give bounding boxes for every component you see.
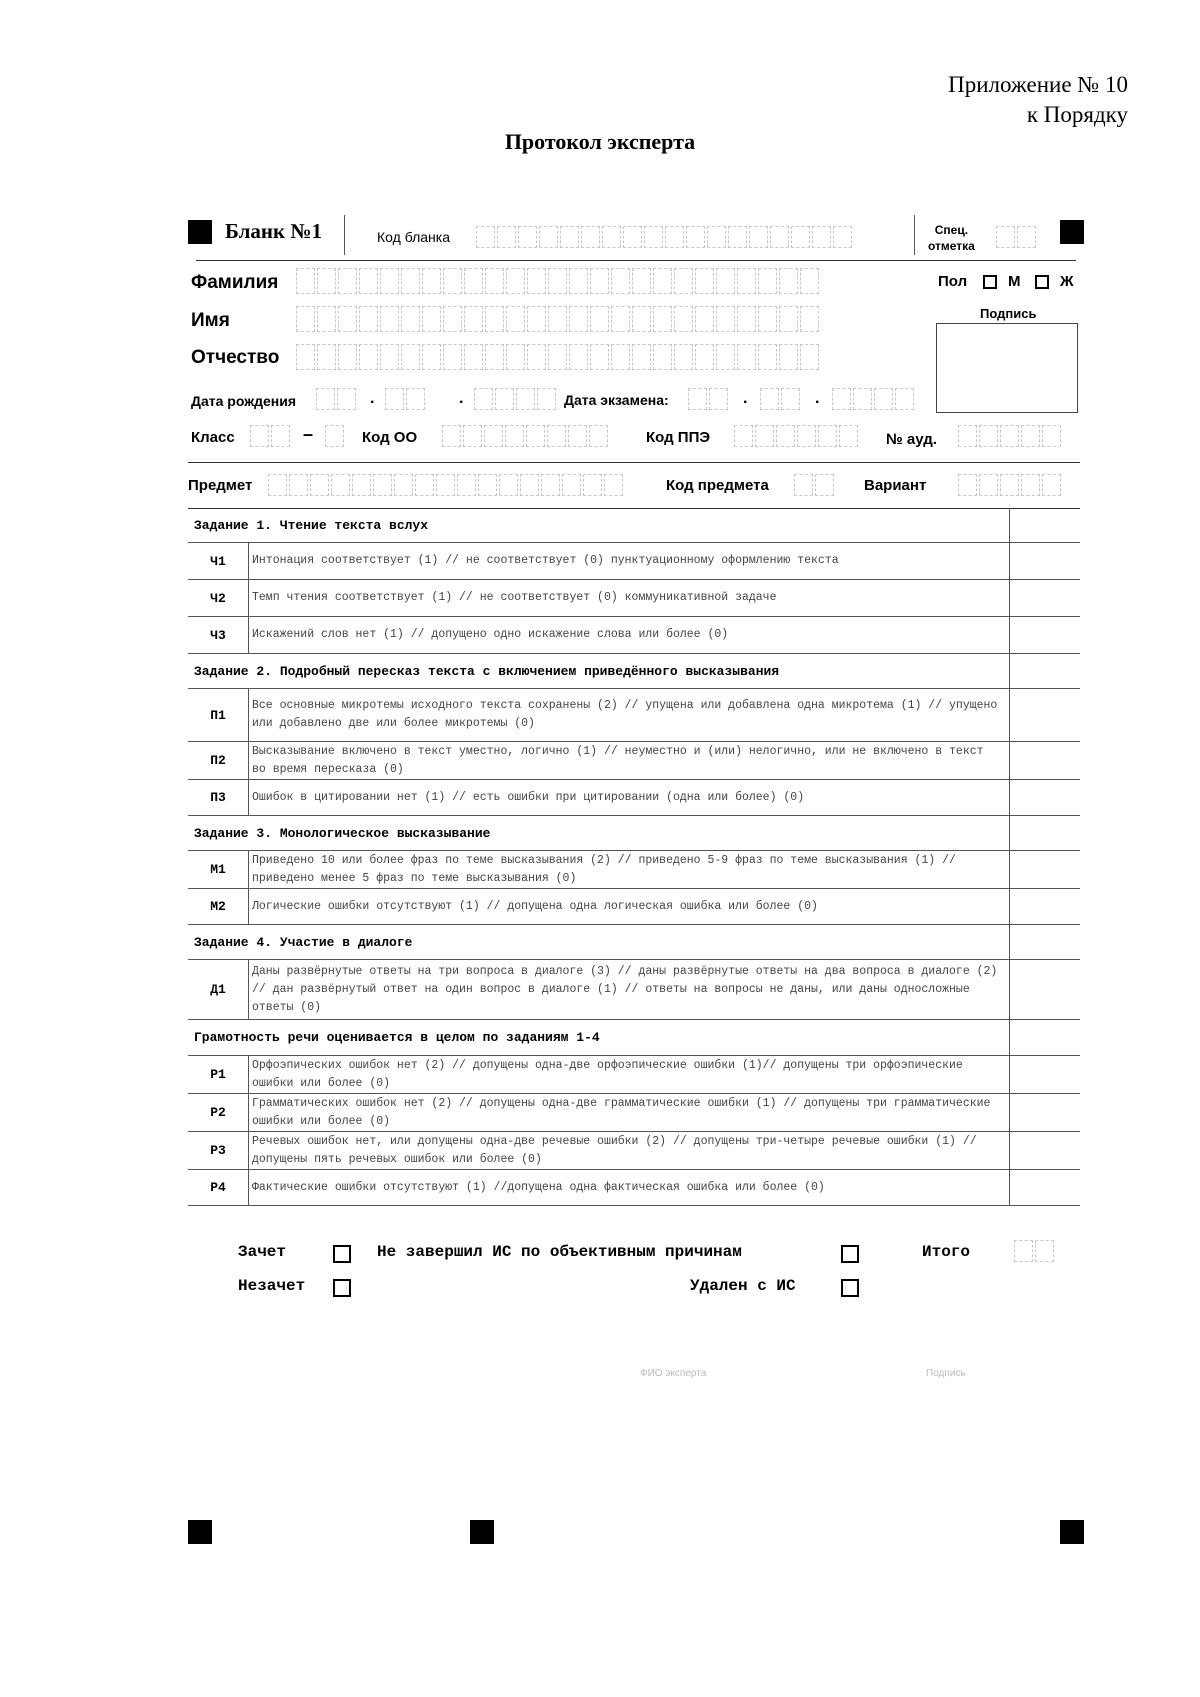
gender-m-label: М — [1008, 273, 1021, 290]
class-separator: – — [303, 424, 314, 444]
task-header — [188, 925, 1080, 960]
criterion-code: П3 — [188, 780, 249, 815]
score-input-cell[interactable] — [1009, 960, 1080, 1019]
birth-year-cells[interactable] — [474, 388, 556, 410]
criterion-row — [188, 1170, 1080, 1206]
score-input-cell[interactable] — [1009, 580, 1080, 616]
pass-checkbox[interactable] — [333, 1245, 351, 1263]
surname-field[interactable] — [296, 268, 819, 294]
school-code-cells[interactable] — [442, 425, 608, 447]
variant-cells[interactable] — [958, 474, 1061, 496]
criterion-code: П1 — [188, 689, 249, 741]
exam-month-cells[interactable] — [760, 388, 800, 410]
criterion-description: Ошибок в цитировании нет (1) // есть ошибки при цитировании (одна или более) (0) — [252, 790, 805, 804]
signature-label: Подпись — [980, 306, 1037, 321]
criterion-description: Темп чтения соответствует (1) // не соответствует (0) коммуникативной задаче — [252, 591, 777, 604]
room-cells[interactable] — [958, 425, 1061, 447]
criterion-description: Логические ошибки отсутствуют (1) // допущена одна логическая ошибка или более (0) — [252, 899, 818, 913]
subject-label: Предмет — [188, 477, 253, 494]
task-title: Задание 1. Чтение текста вслух — [194, 517, 429, 533]
criterion-code: Ч1 — [188, 543, 249, 579]
appendix-reference — [948, 70, 1128, 130]
criterion-code: Д1 — [188, 960, 249, 1019]
criterion-code: Р2 — [188, 1094, 249, 1131]
criteria-table — [188, 508, 1080, 1206]
blank-code-label: Код бланка — [377, 229, 450, 245]
exam-date-label: Дата экзамена: — [564, 392, 669, 408]
blank-name: Бланк №1 — [225, 219, 322, 243]
special-mark-label — [928, 222, 975, 254]
task-header — [188, 816, 1080, 851]
criterion-code: Ч3 — [188, 617, 249, 653]
date-separator: . — [743, 390, 748, 407]
surname-label: Фамилия — [191, 272, 279, 293]
criterion-code: Р1 — [188, 1056, 249, 1093]
removed-checkbox[interactable] — [841, 1279, 859, 1297]
expert-name-caption: ФИО эксперта — [640, 1368, 707, 1379]
divider — [914, 215, 915, 255]
criterion-description: Грамматических ошибок нет (2) // допущены одна-две грамматические ошибки (1) // допущены три грамматические ошибки или более (0) — [252, 1096, 991, 1128]
score-input-cell[interactable] — [1009, 780, 1080, 815]
appendix-order: к Порядку — [1026, 102, 1128, 127]
criterion-code: Р3 — [188, 1132, 249, 1169]
subject-code-label: Код предмета — [666, 477, 769, 494]
registration-marker — [470, 1520, 494, 1544]
score-input-cell[interactable] — [1009, 617, 1080, 653]
pass-label: Зачет — [238, 1243, 287, 1261]
special-mark-line: отметка — [928, 239, 975, 253]
removed-label: Удален с ИС — [690, 1277, 796, 1295]
total-cells[interactable] — [1014, 1240, 1054, 1262]
registration-marker — [188, 1520, 212, 1544]
page-title: Протокол эксперта — [504, 129, 696, 154]
criterion-description: Фактические ошибки отсутствуют (1) //допущена одна фактическая ошибка или более (0) — [252, 1180, 825, 1194]
blank-code-cells[interactable] — [476, 226, 852, 248]
gender-f-label: Ж — [1060, 273, 1074, 290]
criterion-row — [188, 689, 1080, 742]
ppe-code-cells[interactable] — [734, 425, 858, 447]
criterion-description: Орфоэпических ошибок нет (2) // допущены одна-две орфоэпические ошибки (1)// допущены три орфоэпические ошибки или более (0) — [252, 1058, 963, 1090]
variant-label: Вариант — [864, 477, 927, 494]
criterion-description: Все основные микротемы исходного текста сохранены (2) // упущена или добавлена одна микротема (1) // упущено или добавлено две или более микротемы (0) — [252, 699, 998, 730]
date-separator: . — [815, 390, 820, 407]
score-input-cell[interactable] — [1009, 1056, 1080, 1093]
not-finished-label: Не завершил ИС по объективным причинам — [377, 1243, 742, 1261]
criterion-description: Искажений слов нет (1) // допущено одно искажение слова или более (0) — [252, 628, 729, 641]
criterion-row — [188, 1132, 1080, 1170]
score-input-cell[interactable] — [1009, 851, 1080, 888]
criterion-description: Даны развёрнутые ответы на три вопроса в диалоге (3) // даны развёрнутые ответы на два вопроса в диалоге (2) // дан развёрнутый ответ на один вопрос в диалоге (1) // ответы на вопросы не даны, или даны односложные ответы (0) — [252, 964, 998, 1014]
task-header — [188, 654, 1080, 689]
date-separator: . — [370, 390, 375, 407]
criterion-code: Р4 — [188, 1170, 249, 1205]
exam-day-cells[interactable] — [688, 388, 728, 410]
patronymic-label: Отчество — [191, 347, 280, 368]
score-input-cell[interactable] — [1009, 742, 1080, 779]
criterion-description: Речевых ошибок нет, или допущены одна-две речевые ошибки (2) // допущены три-четыре речевые ошибки (1) // допущены пять речевых ошибок или более (0) — [252, 1134, 977, 1166]
task-title: Грамотность речи оценивается в целом по заданиям 1-4 — [194, 1030, 600, 1045]
criterion-row — [188, 617, 1080, 654]
score-cell — [1009, 925, 1080, 959]
subject-cells[interactable] — [268, 474, 623, 496]
gender-f-checkbox[interactable] — [1035, 275, 1049, 289]
score-input-cell[interactable] — [1009, 543, 1080, 579]
criterion-row — [188, 1094, 1080, 1132]
name-label: Имя — [191, 310, 230, 331]
class-letter-cells[interactable] — [325, 425, 344, 447]
score-cell — [1009, 1020, 1080, 1055]
criterion-row — [188, 742, 1080, 780]
ppe-code-label: Код ППЭ — [646, 429, 711, 446]
criterion-row — [188, 780, 1080, 816]
criterion-row — [188, 960, 1080, 1020]
score-input-cell[interactable] — [1009, 1094, 1080, 1131]
birth-day-cells[interactable] — [316, 388, 356, 410]
special-mark-line: Спец. — [934, 223, 969, 237]
fail-checkbox[interactable] — [333, 1279, 351, 1297]
fail-label: Незачет — [238, 1277, 306, 1295]
not-finished-checkbox[interactable] — [841, 1245, 859, 1263]
class-label: Класс — [191, 429, 235, 446]
school-code-label: Код ОО — [362, 429, 418, 446]
signature-caption: Подпись — [926, 1368, 966, 1379]
gender-label: Пол — [938, 273, 968, 290]
divider — [196, 260, 1076, 261]
criterion-row — [188, 889, 1080, 925]
birth-date-label: Дата рождения — [191, 393, 297, 409]
class-number-cells[interactable] — [250, 425, 290, 447]
criterion-code: П2 — [188, 742, 249, 779]
divider — [344, 215, 345, 255]
task-header — [188, 508, 1080, 543]
total-label: Итого — [922, 1243, 971, 1261]
score-cell — [1009, 654, 1080, 688]
signature-box[interactable] — [936, 323, 1078, 413]
registration-marker — [1060, 220, 1084, 244]
criterion-description: Высказывание включено в текст уместно, логично (1) // неуместно и (или) нелогично, или не включено в текст во время пересказа (0) — [252, 744, 984, 776]
birth-month-cells[interactable] — [385, 388, 425, 410]
date-separator: . — [459, 390, 464, 407]
special-mark-cells[interactable] — [996, 226, 1036, 248]
registration-marker — [1060, 1520, 1084, 1544]
criterion-row — [188, 580, 1080, 617]
task-header — [188, 1020, 1080, 1056]
score-cell — [1009, 816, 1080, 850]
criterion-description: Приведено 10 или более фраз по теме высказывания (2) // приведено 5-9 фраз по теме высказывания (1) // приведено менее 5 фраз по теме высказывания (0) — [252, 853, 956, 885]
task-title: Задание 4. Участие в диалоге — [194, 934, 413, 950]
criterion-row — [188, 1056, 1080, 1094]
score-input-cell[interactable] — [1009, 1132, 1080, 1169]
criterion-code: М2 — [188, 889, 249, 924]
criterion-description: Интонация соответствует (1) // не соответствует (0) пунктуационному оформлению текста — [252, 554, 839, 567]
task-title: Задание 2. Подробный пересказ текста с включением приведённого высказывания — [194, 663, 780, 679]
appendix-number: Приложение № 10 — [948, 72, 1128, 97]
score-input-cell[interactable] — [1009, 1170, 1080, 1205]
criterion-code: М1 — [188, 851, 249, 888]
gender-m-checkbox[interactable] — [983, 275, 997, 289]
subject-code-cells[interactable] — [794, 474, 834, 496]
score-input-cell[interactable] — [1009, 689, 1080, 741]
criterion-row — [188, 851, 1080, 889]
patronymic-field[interactable] — [296, 344, 819, 370]
registration-marker — [188, 220, 212, 244]
task-title: Задание 3. Монологическое высказывание — [194, 825, 491, 841]
score-input-cell[interactable] — [1009, 889, 1080, 924]
name-field[interactable] — [296, 306, 819, 332]
criterion-row — [188, 543, 1080, 580]
divider — [188, 462, 1080, 463]
score-cell — [1009, 508, 1080, 542]
room-label: № ауд. — [886, 431, 937, 448]
exam-year-cells[interactable] — [832, 388, 914, 410]
criterion-code: Ч2 — [188, 580, 249, 616]
